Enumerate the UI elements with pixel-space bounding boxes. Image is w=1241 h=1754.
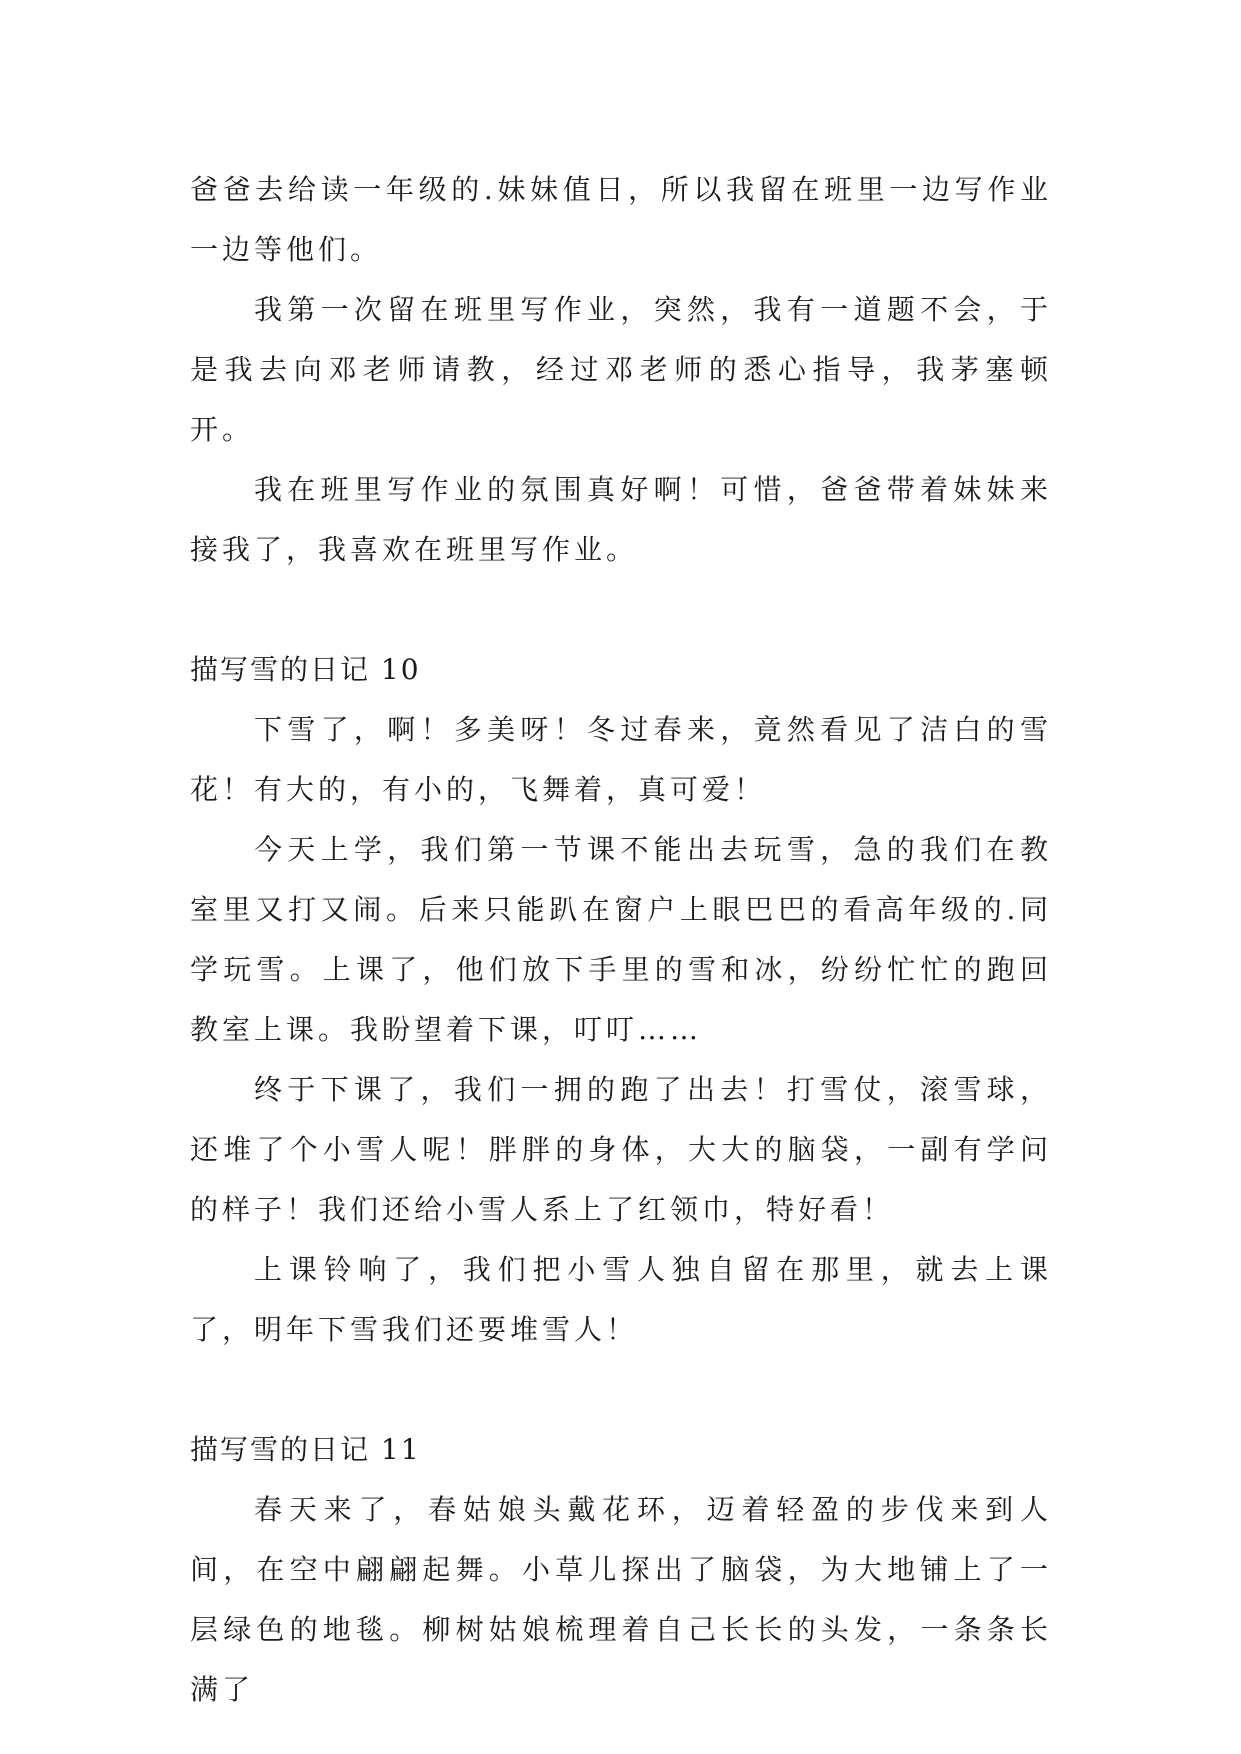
- paragraph: 今天上学，我们第一节课不能出去玩雪，急的我们在教室里又打又闹。后来只能趴在窗户上眼巴巴的看高年级的.同学玩雪。上课了，他们放下手里的雪和冰，纷纷忙忙的跑回教室上课。我盼望着下课，叮叮……: [190, 833, 1052, 1046]
- paragraph: 爸爸去给读一年级的.妹妹值日，所以我留在班里一边写作业一边等他们。: [190, 173, 1052, 266]
- section-gap: [190, 1360, 1052, 1420]
- document-body: [190, 160, 1052, 1720]
- diary-title-11: 描写雪的日记 11: [190, 1433, 421, 1466]
- paragraph: 终于下课了，我们一拥的跑了出去！打雪仗，滚雪球，还堆了个小雪人呢！胖胖的身体，大大的脑袋，一副有学问的样子！我们还给小雪人系上了红领巾，特好看！: [190, 1073, 1052, 1226]
- section-gap: [190, 580, 1052, 640]
- paragraph: 下雪了，啊！多美呀！冬过春来，竟然看见了洁白的雪花！有大的，有小的，飞舞着，真可爱！: [190, 713, 1052, 806]
- paragraph: 我在班里写作业的氛围真好啊！可惜，爸爸带着妹妹来接我了，我喜欢在班里写作业。: [190, 473, 1052, 566]
- paragraph: 春天来了，春姑娘头戴花环，迈着轻盈的步伐来到人间，在空中翩翩起舞。小草儿探出了脑袋，为大地铺上了一层绿色的地毯。柳树姑娘梳理着自己长长的头发，一条条长满了: [190, 1493, 1052, 1706]
- diary-title-10: 描写雪的日记 10: [190, 653, 421, 686]
- paragraph: 上课铃响了，我们把小雪人独自留在那里，就去上课了，明年下雪我们还要堆雪人！: [190, 1253, 1052, 1346]
- paragraph: 我第一次留在班里写作业，突然，我有一道题不会，于是我去向邓老师请教，经过邓老师的悉心指导，我茅塞顿开。: [190, 293, 1052, 446]
